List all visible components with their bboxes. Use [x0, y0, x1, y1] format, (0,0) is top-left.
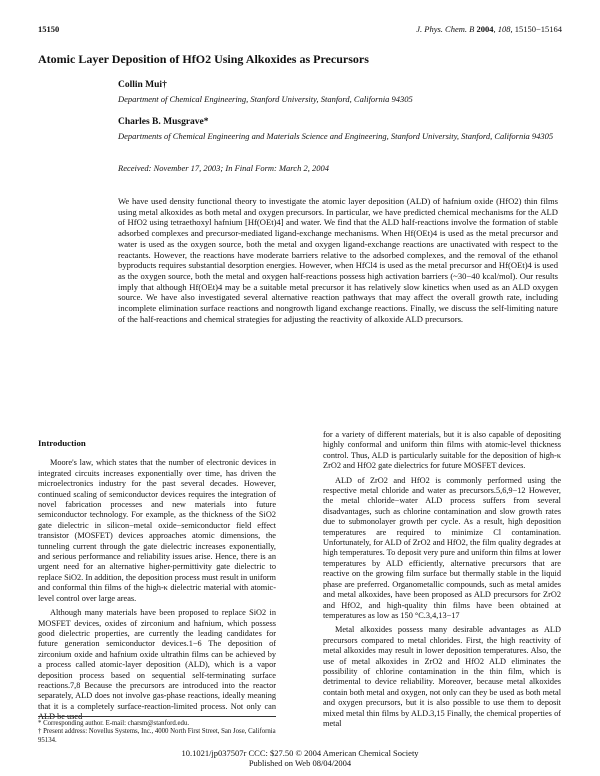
- journal-pages: 15150−15164: [514, 24, 562, 34]
- body-paragraph: Moore's law, which states that the number of electronic devices in integrated circuits increases exponentially over time, has driven the microelectronics industry for the past several decades. However, continued scaling of semiconductor devices requires the integration of novel fabrication processes and new materials into future semiconductor technology. For example, as the thickness of the SiO2 gate dielectric in silicon−metal oxide−semiconductor field effect transistor (MOSFET) devices approaches atomic dimensions, the tunneling current through the gate dielectric increases exponentially, and serious performance and reliability issues arise. Hence, there is an urgent need for an alternative higher-permittivity gate dielectric to replace SiO2. In addition, the deposition process must result in uniform and conformal thin films of the high-κ dielectric material with atomic-level control over large areas.: [38, 458, 276, 603]
- left-column: [38, 430, 276, 727]
- published-date: Published on Web 08/04/2004: [248, 758, 352, 768]
- section-heading: Introduction: [38, 438, 86, 448]
- footnotes: [38, 716, 276, 745]
- doi-line: 10.1021/jp037507r CCC: $27.50 © 2004 American Chemical Society: [181, 748, 419, 758]
- journal-citation: J. Phys. Chem. B 2004, 108, 15150−15164: [416, 24, 562, 34]
- abstract: We have used density functional theory to investigate the atomic layer deposition (ALD) of hafnium oxide (HfO2) thin films using metal alkoxides as both metal and oxygen precursors. In particular, we have predicted chemical mechanisms for the ALD of HfO2 using tetraethoxyl hafnium [Hf(OEt)4] and water. We find that the ALD half-reactions involve the formation of stable adsorbed complexes and precursor-mediated ligand-exchange mechanisms. When Hf(OEt)4 is used as the metal precursor and water is used as the oxygen source, both the metal and oxygen ligand-exchange reactions are unactivated with respect to the reactants. However, the reactions have moderate barriers relative to the adsorbed complexes, and the removal of the ethanol byproducts requires substantial desorption energies. However, when HfCl4 is used as the metal precursor and Hf(OEt)4 is used as the oxygen source, both the metal and oxygen half-reactions possess high activation barriers (~30−40 kcal/mol). Our results imply that although Hf(OEt)4 may be a suitable metal precursor it has relatively slow kinetics when used as an ALD oxygen source. We have also investigated several alternative reaction pathways that may affect the overall growth rate, including incomplete elimination surface reactions and nongrowth ligand exchange reactions. Finally, we discuss the self-limiting nature of the half-reactions and chemical strategies for adjusting the reactivity of alkoxide ALD precursors.: [118, 196, 558, 324]
- author-name: Collin Mui†: [118, 80, 167, 90]
- body-paragraph: Although many materials have been proposed to replace SiO2 in MOSFET devices, oxides of zirconium and hafnium, which possess good dielectric properties, are currently the leading candidates for future generation semiconductor devices.1−6 The deposition of zirconium oxide and hafnium oxide ultrathin films can be achieved by a process called atomic-layer deposition (ALD), which is a vapor deposition process based on sequential self-terminating surface reactions.7,8 Because the precursors are introduced into the reactor separately, ALD does not involve gas-phase reactions, ideally meaning that it is a completely surface-reaction-limited process. Not only can ALD be used: [38, 608, 276, 722]
- journal-volume: 108: [497, 24, 511, 34]
- journal-year: 2004: [476, 24, 494, 34]
- body-paragraph: ALD of ZrO2 and HfO2 is commonly performed using the respective metal chloride and water as precursors.5,6,9−12 However, the metal chloride−water ALD process suffers from several disadvantages, such as chlorine contamination and slow growth rates due to submonolayer growth per cycle. As a result, high deposition temperatures are required to minimize Cl contamination. Unfortunately, for ALD of ZrO2 and HfO2, the film quality degrades at high temperatures. To deposit very pure and uniform thin films at lower temperatures by ALD efficiently, alternative precursors that are reactive on the growing film surface but thermally stable in the liquid phase are preferred. Organometallic compounds, such as metal amides and metal alkoxides, have been proposed as ALD precursors for ZrO2 and HfO2, and high-quality thin films have been obtained at temperatures as low as 150 °C.3,4,13−17: [323, 475, 561, 620]
- paper-title: Atomic Layer Deposition of HfO2 Using Alkoxides as Precursors: [38, 52, 369, 66]
- page-number: 15150: [38, 24, 60, 34]
- author-name: Charles B. Musgrave*: [118, 117, 209, 127]
- author-affiliation: Department of Chemical Engineering, Stanford University, Stanford, California 94305: [118, 94, 413, 104]
- journal-name: J. Phys. Chem. B: [416, 24, 475, 34]
- author-block-1: [118, 80, 558, 105]
- footnote-address: † Present address: Novellus Systems, Inc., 4000 North First Street, San Jose, California 95134.: [38, 728, 276, 744]
- footnote-corresponding: * Corresponding author. E-mail: charsm@stanford.edu.: [38, 720, 190, 727]
- body-paragraph: Metal alkoxides possess many desirable advantages as ALD precursors compared to metal chlorides. First, the high reactivity of metal alkoxides may result in lower deposition temperatures. Also, the use of metal alkoxides in ZrO2 and HfO2 ALD eliminates the possibility of chlorine contamination in the thin film, which is detrimental to device reliability. Moreover, because metal alkoxides contain both metal and oxygen, not only can they be used as both metal and oxygen precursors, but it is also possible to use them to deposit mixed metal thin films by ALD.3,15 Finally, the chemical properties of metal: [323, 625, 561, 728]
- author-block-2: [118, 117, 558, 142]
- body-paragraph: for a variety of different materials, but it is also capable of depositing highly conformal and uniform thin films with atomic-level thickness control. Thus, ALD is particularly suitable for the deposition of high-κ ZrO2 and HfO2 gate dielectrics for future MOSFET devices.: [323, 430, 561, 471]
- right-column: [323, 430, 561, 733]
- page-footer: [0, 748, 600, 768]
- received-dates: Received: November 17, 2003; In Final Form: March 2, 2004: [118, 163, 329, 173]
- author-affiliation: Departments of Chemical Engineering and Materials Science and Engineering, Stanford University, Stanford, California 94305: [118, 131, 554, 141]
